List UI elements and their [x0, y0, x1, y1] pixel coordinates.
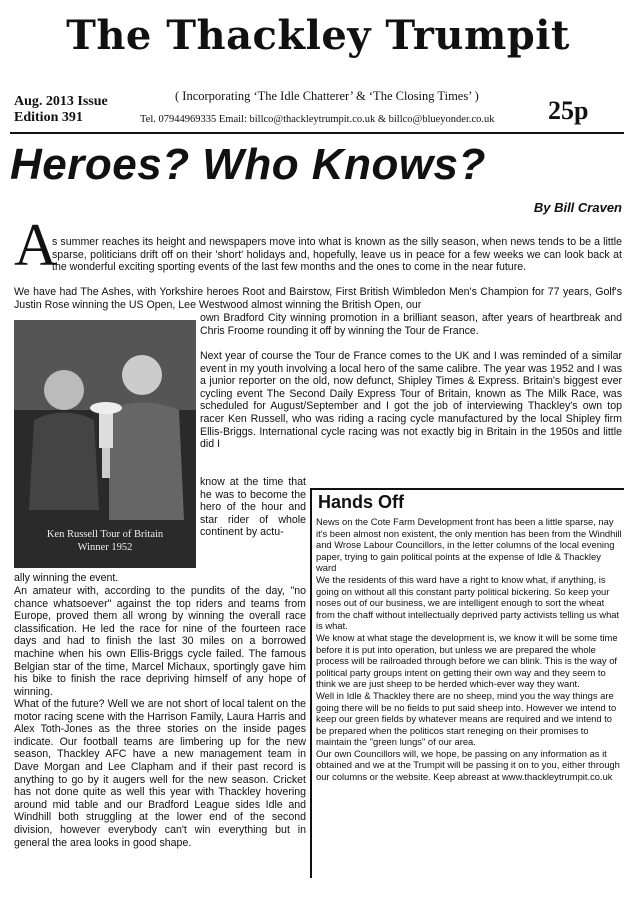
issue-date: Aug. 2013 Issue [14, 94, 108, 109]
incorporating-line: ( Incorporating ‘The Idle Chatterer’ & ‘The Closing Times’ ) [175, 89, 479, 103]
article-paragraph-3c: ally winning the event. [14, 572, 119, 584]
price: 25p [548, 96, 589, 125]
contact-line: Tel. 07944969335 Email: billco@thackleytrumpit.co.uk & billco@blueyonder.co.uk [140, 114, 495, 125]
caption-line-2: Winner 1952 [77, 542, 133, 553]
article-byline: By Bill Craven [533, 200, 622, 215]
article-paragraph-2: We have had The Ashes, with Yorkshire heroes Root and Bairstow, First British Wimbledon Men's Champion for 77 years, Golf's Justin Rose winning the US Open, Lee Westwood almost winning the British Open, our [14, 286, 622, 311]
header-rule [10, 132, 624, 134]
article-paragraph-3: Next year of course the Tour de France comes to the UK and I was reminded of a similar event in my youth involving a local hero of the same calibre. The year was 1952 and I was a junior reporter on the old, now defunct, Shipley Times & Express. Britain's biggest ever cycling event The Second Daily Express Tour of Britain, known as The Milk Race, was scheduled for August/September and I got the job of interviewing Thackley's own top racer Ken Russell, who was riding a racing cycle manufactured by the local Shipley firm Ellis-Briggs. International cycle racing was not exactly big in Britain in the 1950s and little did I [200, 350, 622, 451]
article-paragraph-4: An amateur with, according to the pundits of the day, "no chance whatsoever" against the top riders and teams from Europe, proved them all wrong by winning the overall race classification. He led the race for nine of the fourteen race days and had to finish the last 30 miles on a borrowed machine when his own Ellis-Briggs cycle failed. The famous Belgian star of the time, Marcel Michaux, sportingly gave him his bike to finish the race depriving himself of any hope of winning. [14, 585, 306, 698]
sidebar-paragraph-2: We the residents of this ward have a right to know what, if anything, is going on without all this constant party political bickering. So keep your noses out of our business, we are intelligent enough to sort the wheat from the chaff without intellectually deprived party activists telling us what is what. [316, 573, 620, 632]
sidebar-paragraph-4: Well in Idle & Thackley there are no sheep, mind you the way things are going there will be no fields to put said sheep into. However we intend to keep our green fields by whatever means are required and we intend to be prepared when the politicos start reneging on their promises to maintain the "green lungs" of our area. [316, 689, 617, 748]
ken-russell-photo [14, 320, 196, 568]
article-paragraph-5: What of the future? Well we are not short of local talent on the motor racing scene with the Harrison Family, Laura Harris and Alex Toth-Jones as the three stories on the inside pages indicate. Our football teams are limbering up for the new season, Thackley AFC have a new management team in Dave Morgan and Lee Clapham and if their past record is anything to go by it augers well for the new season. Cricket has not done quite as well this year with Thackley hovering around mid table and our Bradford League sides Idle and Windhill both struggling at the lower end of the second division, however everybody can't win everything but in general the area looks in good shape. [14, 698, 306, 849]
drop-cap: A [14, 212, 58, 278]
article-paragraph-1: s summer reaches its height and newspapers move into what is known as the silly season, when news tends to be a little sparse, politicians drift off on their 'short' holidays and, hopefully, leave us in peace for a few weeks we can look back at the wonderful exciting sporting events of the last few months and the ones to come in the near future. [52, 236, 622, 274]
caption-line-1: Ken Russell Tour of Britain [46, 529, 164, 540]
sidebar-paragraph-1: News on the Cote Farm Development front has been a little sparse, nay it's been almost non existent, the only mention has been from the Windhill and Wrose Labour Councillors, in the letter columns of the local evening paper, trying to gain political points at the expense of Idle & Thackley ward [316, 516, 622, 574]
masthead-title: The Thackley Trumpit [66, 12, 570, 59]
article-paragraph-2b: own Bradford City winning promotion in a brilliant season, after years of heartbreak and Chris Froome rounding it off by winning the Tour de France. [200, 312, 622, 337]
sidebar-paragraph-5: Our own Councillors will, we hope, be passing on any information as it obtained and we at the Trumpit will be passing it on to you, either through our columns or the website. Keep abreast at www.thackleytrumpit.co.uk [316, 747, 620, 783]
article-headline: Heroes? Who Knows? [10, 140, 486, 189]
issue-info [14, 94, 108, 126]
sidebar-title: Hands Off [318, 492, 405, 512]
article-paragraph-3b: know at the time that he was to become the hero of the hour and star rider of whole continent by actu- [200, 476, 306, 539]
sidebar-border-top [310, 488, 624, 490]
sidebar-paragraph-3: We know at what stage the development is, we know it will be some time before it is put into operation, but unless we are prepared the whole process will be railroaded through before we can blink. This is the way of political party groups intent on getting their own way and they seem to think we are just sheep to be herded which-ever way they want. [316, 631, 618, 690]
issue-edition: Edition 391 [14, 110, 83, 125]
photo-caption [14, 528, 196, 554]
sidebar-body [316, 516, 622, 783]
sidebar-border-left [310, 488, 312, 878]
